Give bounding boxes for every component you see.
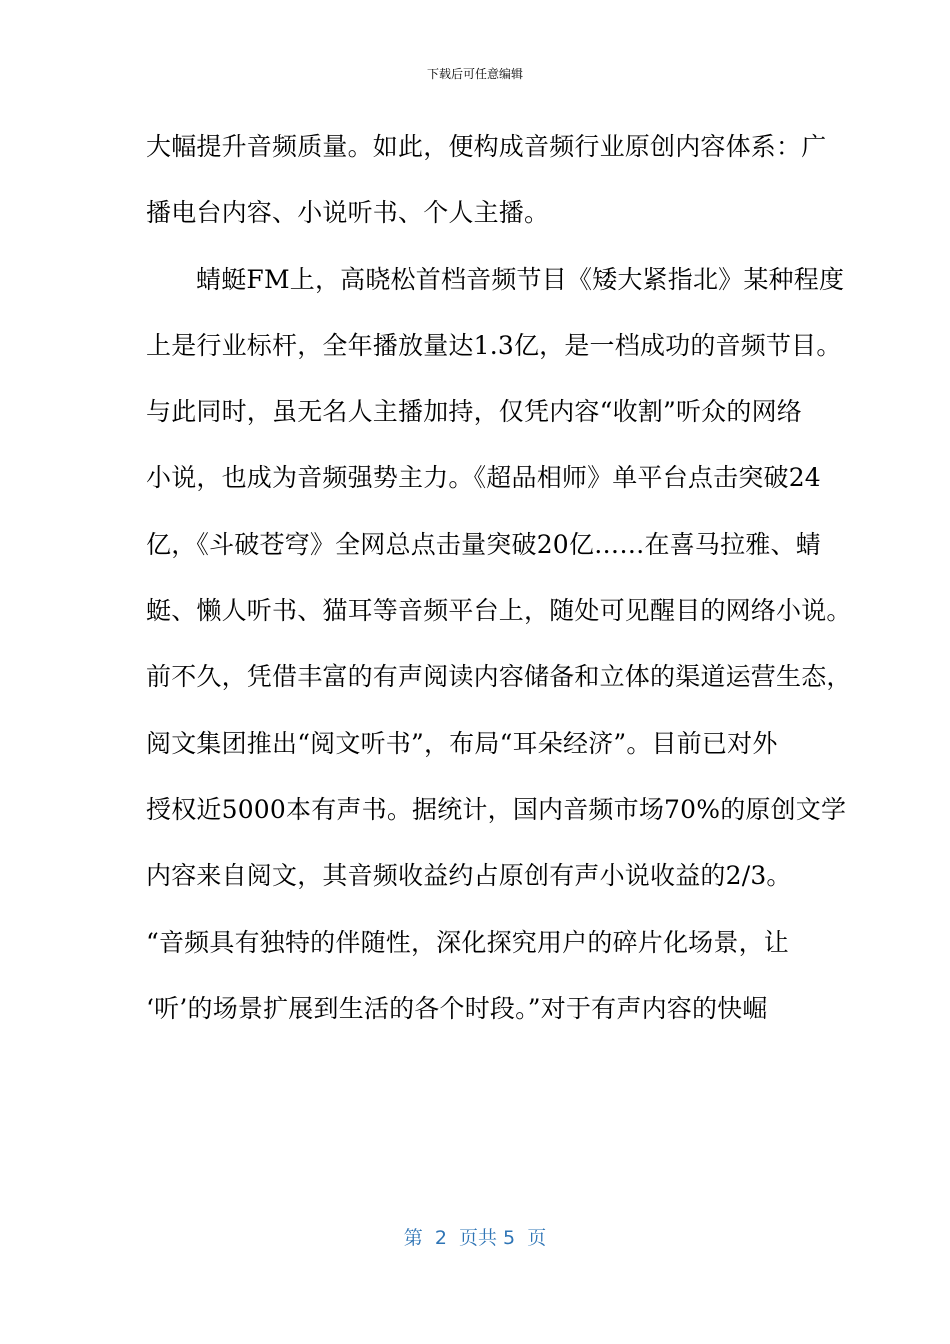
page-header: 下载后可任意编辑	[426, 67, 523, 81]
text-line: ‘听’的场景扩展到生活的各个时段。”对于有声内容的快崛	[146, 993, 768, 1023]
document-body	[146, 128, 852, 1056]
text-line: 播电台内容、小说听书、个人主播。	[146, 198, 550, 228]
text-line: 蜻蜓FM上，高晓松首档音频节目《矮大紧指北》某种程度	[196, 264, 845, 294]
text-line: 上是行业标杆，全年播放量达1.3亿，是一档成功的音频节目。	[146, 330, 842, 360]
text-line: “音频具有独特的伴随性，深化探究用户的碎片化场景，让	[146, 927, 789, 957]
text-line: 亿，《斗破苍穹》全网总点击量突破20亿……在喜马拉雅、蜻	[146, 529, 821, 559]
text-line: 阅文集团推出“阅文听书”，布局“耳朵经济”。目前已对外	[146, 728, 778, 758]
text-line: 内容来自阅文，其音频收益约占原创有声小说收益的2/3。	[146, 861, 792, 891]
text-line: 与此同时，虽无名人主播加持，仅凭内容“收割”听众的网络	[146, 397, 802, 427]
page-number-footer: 第 2 页共 5 页	[403, 1227, 547, 1249]
text-line: 大幅提升音频质量。如此，便构成音频行业原创内容体系：广	[146, 132, 827, 161]
text-line: 授权近5000本有声书。据统计，国内音频市场70%的原创文学	[146, 794, 847, 824]
text-line: 小说，也成为音频强势主力。《超品相师》单平台点击突破24	[146, 463, 821, 493]
text-line: 蜓、懒人听书、猫耳等音频平台上，随处可见醒目的网络小说。	[146, 596, 852, 626]
text-line: 前不久，凭借丰富的有声阅读内容储备和立体的渠道运营生态，	[146, 662, 852, 692]
